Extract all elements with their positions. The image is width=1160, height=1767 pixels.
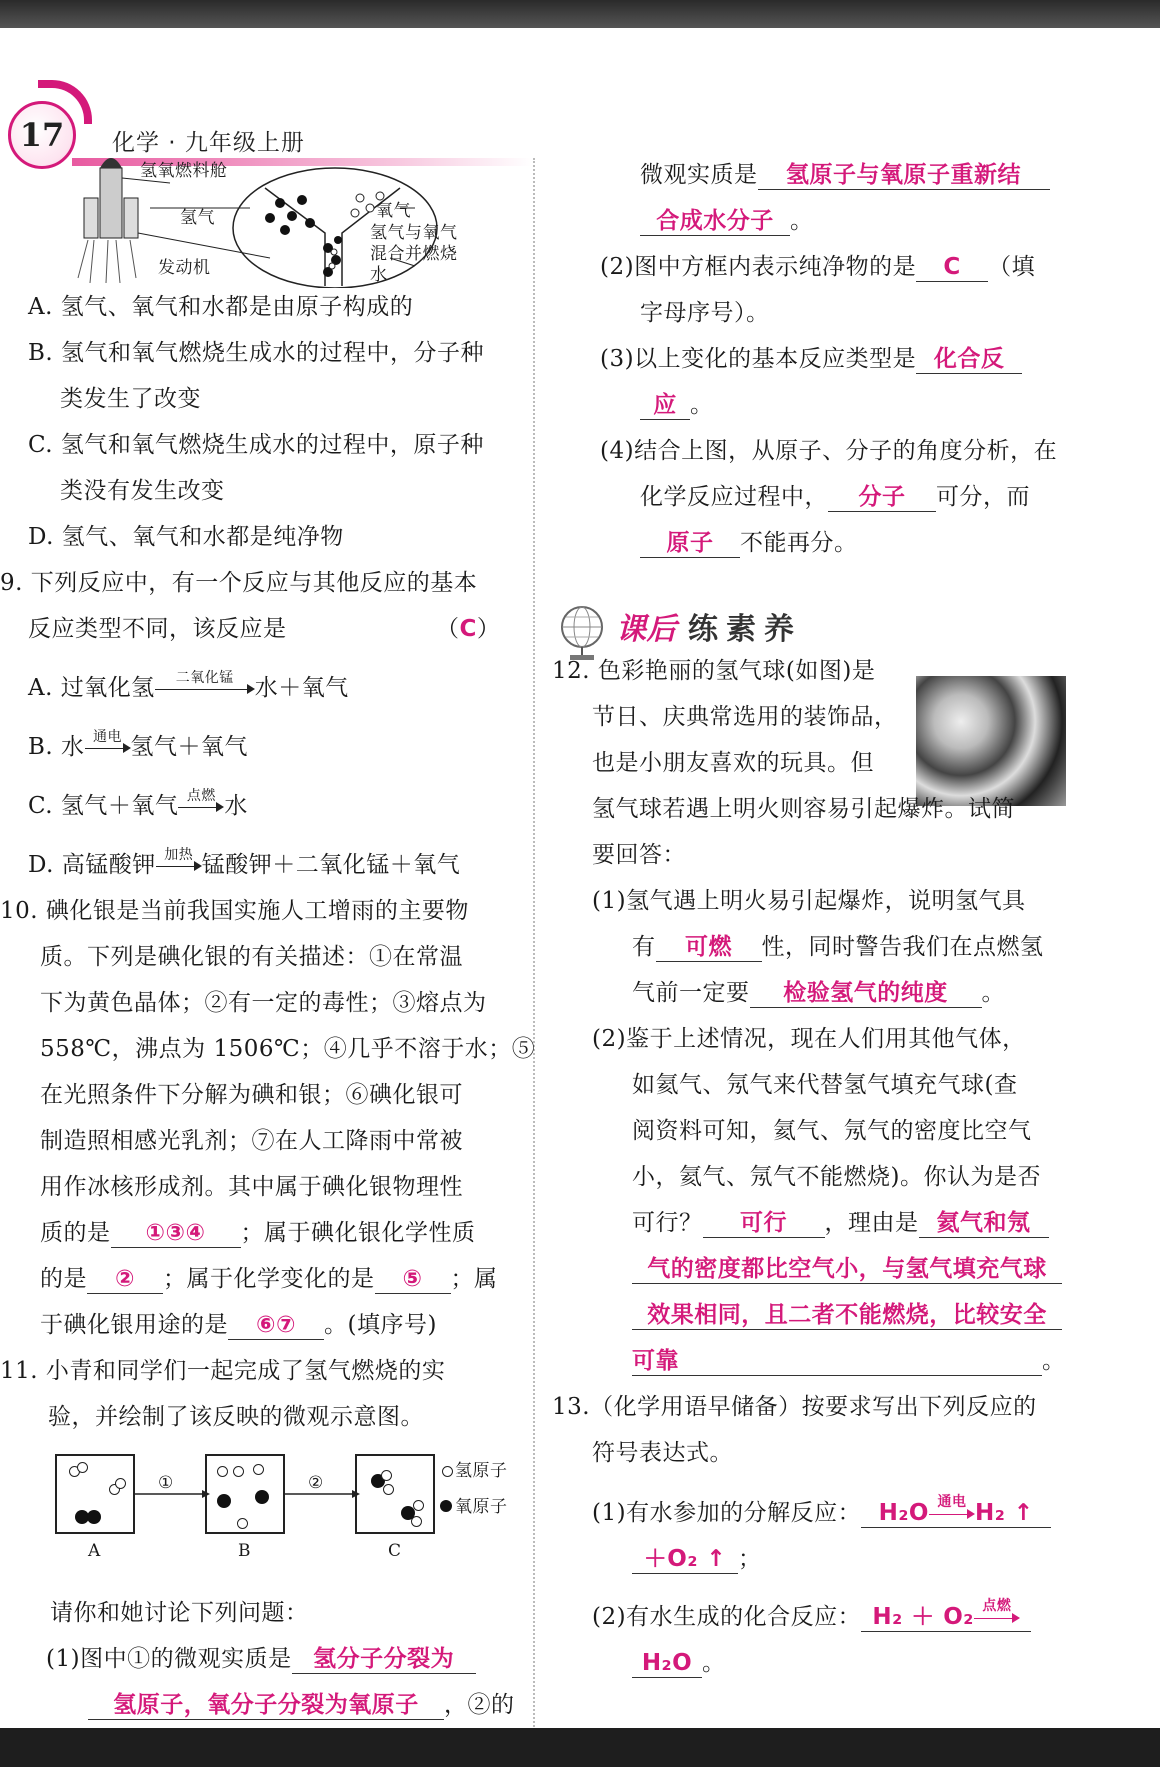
text: 气前一定要 — [632, 980, 750, 1006]
q11-line-3: 请你和她讨论下列问题： — [50, 1600, 309, 1626]
reaction-arrow — [85, 729, 131, 758]
globe-icon — [556, 603, 612, 663]
reactant: B. 水 — [28, 734, 85, 760]
q11-part-4-cont2 — [640, 528, 858, 558]
q12-part-2-l4: 小，氦气、氖气不能燃烧)。你认为是否 — [632, 1164, 1041, 1190]
q10-answer-use: ⑥⑦ — [228, 1311, 324, 1340]
section-header — [556, 603, 856, 663]
q10-line-6: 制造照相感光乳剂；⑦在人工降雨中常被 — [40, 1128, 463, 1154]
q9-answer-paren — [436, 614, 500, 644]
q11-answer-1b: 氢原子，氧分子分裂为氧原子 — [88, 1691, 444, 1720]
condition: 点燃 — [982, 1597, 1012, 1614]
q12-line-1: 12. 色彩艳丽的氢气球(如图)是 — [552, 658, 876, 684]
q12-line-2: 节日、庆典常选用的装饰品， — [592, 704, 898, 730]
q11-part-1-right — [640, 160, 1050, 190]
q10-line-4: 558℃，沸点为 1506℃；④几乎不溶于水；⑤ — [40, 1036, 536, 1062]
q12-part-2-l8 — [632, 1346, 1066, 1376]
q12-part-2-l3: 阅资料可知，氦气、氖气的密度比空气 — [632, 1118, 1032, 1144]
product: 水＋氧气 — [254, 675, 349, 701]
q12-answer-2d: 效果相同，且二者不能燃烧，比较安全 — [632, 1301, 1062, 1330]
section-title-a: 课后 — [616, 612, 677, 647]
q11-answer-1d: 合成水分子 — [640, 207, 790, 236]
q10-line-10 — [40, 1310, 437, 1340]
condition: 二氧化锰 — [175, 670, 234, 686]
text: (3)以上变化的基本反应类型是 — [600, 346, 917, 372]
text: 的是 — [40, 1266, 87, 1292]
q12-answer-1b: 检验氢气的纯度 — [750, 979, 982, 1008]
q11-answer-4a: 分子 — [828, 483, 936, 512]
top-shadow — [0, 0, 1160, 28]
column-divider — [533, 158, 535, 1728]
condition: 点燃 — [186, 788, 216, 804]
book-title: 化学 · 九年级上册 — [112, 130, 305, 156]
condition: 通电 — [93, 729, 123, 745]
q12-part-2-l2: 如氦气、氖气来代替氢气填充气球(查 — [632, 1072, 1018, 1098]
q11-part-1-cont — [88, 1690, 515, 1720]
q12-answer-1a: 可燃 — [656, 933, 762, 962]
text: 可行？ — [632, 1210, 703, 1236]
condition: 通电 — [937, 1493, 967, 1510]
q9-option-d — [28, 847, 461, 880]
q12-part-1: (1)氢气遇上明火易引起爆炸，说明氢气具 — [592, 888, 1026, 914]
q8-option-b2: 类发生了改变 — [60, 386, 201, 412]
text: 化学反应过程中， — [640, 484, 828, 510]
reaction-arrow — [155, 670, 255, 699]
q10-answer-physical: ①③④ — [111, 1219, 241, 1248]
text: 。 — [981, 980, 1005, 1006]
micro-diagram — [50, 1454, 520, 1564]
reactant: H₂O — [878, 1500, 929, 1526]
q11-part-3 — [600, 344, 1022, 374]
text: (2)图中方框内表示纯净物的是 — [600, 254, 917, 280]
text: ； — [738, 1546, 762, 1572]
text: 。 — [690, 392, 714, 418]
label-water: 水 — [370, 265, 388, 285]
q12-answer-2e: 可靠 — [632, 1347, 1042, 1376]
reactant: C. 氢气＋氧气 — [28, 793, 179, 819]
q11-part-2 — [600, 252, 1035, 282]
text: ；属 — [450, 1266, 498, 1292]
text: 可分，而 — [936, 484, 1030, 510]
q12-part-2-l5 — [632, 1208, 1049, 1238]
q8-option-d: D. 氢气、氧气和水都是纯净物 — [28, 524, 344, 550]
reaction-arrow — [974, 1597, 1020, 1628]
q11-line-1: 11. 小青和同学们一起完成了氢气燃烧的实 — [0, 1358, 446, 1384]
q10-answer-chemical-property: ② — [87, 1265, 163, 1294]
q10-line-5: 在光照条件下分解为碘和银；⑥碘化银可 — [40, 1082, 463, 1108]
text: 于碘化银用途的是 — [40, 1312, 228, 1338]
q11-answer-3b: 应 — [640, 391, 690, 420]
text: ；属于碘化银化学性质 — [240, 1220, 476, 1246]
label-mix2: 混合并燃烧 — [370, 244, 458, 264]
q11-part-3-cont — [640, 390, 714, 420]
q11-part-1 — [46, 1644, 476, 1674]
text: （填 — [988, 254, 1036, 280]
q13-answer-2a — [861, 1597, 1031, 1632]
paren-open: （ — [436, 616, 460, 642]
text: 微观实质是 — [640, 162, 758, 188]
condition: 加热 — [164, 847, 194, 863]
diagram-label-c: C — [388, 1541, 402, 1561]
q13-part-2 — [592, 1597, 1031, 1632]
q10-line-7: 用作冰核形成剂。其中属于碘化银物理性 — [40, 1174, 463, 1200]
q11-answer-4b: 原子 — [640, 529, 740, 558]
q9-stem-1: 9. 下列反应中，有一个反应与其他反应的基本 — [0, 570, 478, 596]
q11-part-1-right-cont — [640, 206, 814, 236]
q13-answer-2b: H₂O — [632, 1649, 702, 1678]
balloon-photo — [916, 676, 1066, 806]
text: 。 — [790, 208, 814, 234]
q12-answer-2a: 可行 — [703, 1209, 825, 1238]
reactant: D. 高锰酸钾 — [28, 852, 156, 878]
q9-option-a — [28, 670, 349, 703]
q12-part-2: (2)鉴于上述情况，现在人们用其他气体， — [592, 1026, 1026, 1052]
section-title-b: 练素养 — [688, 612, 802, 647]
page-number: 17 — [8, 101, 76, 169]
textbook-page — [0, 28, 1160, 1728]
q10-line-8 — [40, 1218, 476, 1248]
q9-option-c — [28, 788, 248, 821]
reaction-arrow — [178, 788, 224, 817]
paren-close: ） — [476, 616, 501, 642]
q10-answer-chemical-change: ⑤ — [375, 1265, 451, 1294]
q8-option-a: A. 氢气、氧气和水都是由原子构成的 — [28, 294, 414, 320]
q10-line-2: 质。下列是碘化银的有关描述：①在常温 — [40, 944, 463, 970]
q9-answer: C — [459, 616, 477, 642]
legend-hydrogen: 氢原子 — [455, 1461, 508, 1481]
text: ；属于化学变化的是 — [163, 1266, 375, 1292]
diagram-step-1: ① — [158, 1473, 174, 1493]
q11-answer-1a: 氢分子分裂为 — [292, 1645, 476, 1674]
q11-line-2: 验，并绘制了该反映的微观示意图。 — [48, 1404, 424, 1430]
text: 。 — [702, 1650, 726, 1676]
label-mix: 氢气与氧气 — [370, 223, 458, 243]
q13-line-2: 符号表达式。 — [592, 1440, 733, 1466]
q12-line-3: 也是小朋友喜欢的玩具。但 — [592, 750, 874, 776]
q12-answer-2c: 气的密度都比空气小，与氢气填充气球 — [632, 1255, 1062, 1284]
q10-line-9 — [40, 1264, 498, 1294]
reaction-arrow — [156, 847, 202, 876]
text: (1)有水参加的分解反应： — [592, 1500, 862, 1526]
text: 质的是 — [40, 1220, 111, 1246]
q12-part-1-cont — [632, 932, 1044, 962]
text: 有 — [632, 934, 656, 960]
label-oxygen: 氧气 — [376, 201, 411, 221]
q8-option-b1: B. 氢气和氧气燃烧生成水的过程中，分子种 — [28, 340, 485, 366]
diagram-label-a: A — [88, 1541, 101, 1561]
q12-part-2-l7 — [632, 1300, 1062, 1330]
q12-line-5: 要回答： — [592, 842, 686, 868]
product: 水 — [224, 793, 248, 819]
bottom-shadow — [0, 1728, 1160, 1767]
q8-option-c1: C. 氢气和氧气燃烧生成水的过程中，原子种 — [28, 432, 484, 458]
q8-option-c2: 类没有发生改变 — [60, 478, 225, 504]
rocket-figure — [70, 148, 510, 288]
q11-part-2-cont: 字母序号）。 — [640, 300, 770, 326]
legend-oxygen: 氧原子 — [455, 1497, 508, 1517]
q11-part-4: (4)结合上图，从原子、分子的角度分析，在 — [600, 438, 1058, 464]
q9-option-b — [28, 729, 249, 762]
q13-line-1: 13.（化学用语早储备）按要求写出下列反应的 — [552, 1394, 1037, 1420]
q12-answer-2b: 氦气和氖 — [919, 1209, 1049, 1238]
diagram-label-b: B — [238, 1541, 251, 1561]
product: H₂ ↑ — [974, 1500, 1034, 1526]
q9-stem-2: 反应类型不同，该反应是 — [28, 616, 287, 642]
q13-part-1 — [592, 1493, 1051, 1528]
product: 氢气＋氧气 — [130, 734, 249, 760]
text: (1)图中①的微观实质是 — [46, 1646, 292, 1672]
q13-part-2-cont — [632, 1648, 726, 1678]
legend-o-marker — [440, 1500, 452, 1512]
reactant: A. 过氧化氢 — [28, 675, 155, 701]
q12-line-4: 氢气球若遇上明火则容易引起爆炸。试简 — [592, 796, 1015, 822]
q12-part-1-cont2 — [632, 978, 1005, 1008]
text: ，②的 — [444, 1692, 515, 1718]
text: 。 — [1042, 1348, 1066, 1374]
text: ，理由是 — [824, 1210, 919, 1236]
product: 锰酸钾＋二氧化锰＋氧气 — [201, 852, 461, 878]
q13-part-1-cont — [632, 1544, 762, 1574]
label-capsule: 氢氧燃料舱 — [140, 161, 228, 181]
q13-answer-1b: ＋O₂ ↑ — [632, 1545, 738, 1574]
q11-answer-1c: 氢原子与氧原子重新结 — [758, 161, 1050, 190]
label-hydrogen: 氢气 — [180, 208, 215, 228]
text: 。(填序号) — [324, 1312, 437, 1338]
text: 不能再分。 — [740, 530, 858, 556]
diagram-step-2: ② — [308, 1473, 324, 1493]
legend-h-marker — [442, 1466, 453, 1477]
q11-part-4-cont — [640, 482, 1030, 512]
reactants: H₂ ＋ O₂ — [872, 1604, 974, 1630]
q11-answer-2: C — [916, 253, 988, 282]
q10-line-3: 下为黄色晶体；②有一定的毒性；③熔点为 — [40, 990, 487, 1016]
q12-part-2-l6 — [632, 1254, 1062, 1284]
label-engine: 发动机 — [158, 258, 211, 278]
q13-answer-1a — [861, 1493, 1051, 1528]
text: (2)有水生成的化合反应： — [592, 1604, 862, 1630]
q11-answer-3a: 化合反 — [916, 345, 1022, 374]
reaction-arrow — [929, 1493, 975, 1524]
text: 性，同时警告我们在点燃氢 — [761, 934, 1044, 960]
q10-line-1: 10. 碘化银是当前我国实施人工增雨的主要物 — [0, 898, 469, 924]
